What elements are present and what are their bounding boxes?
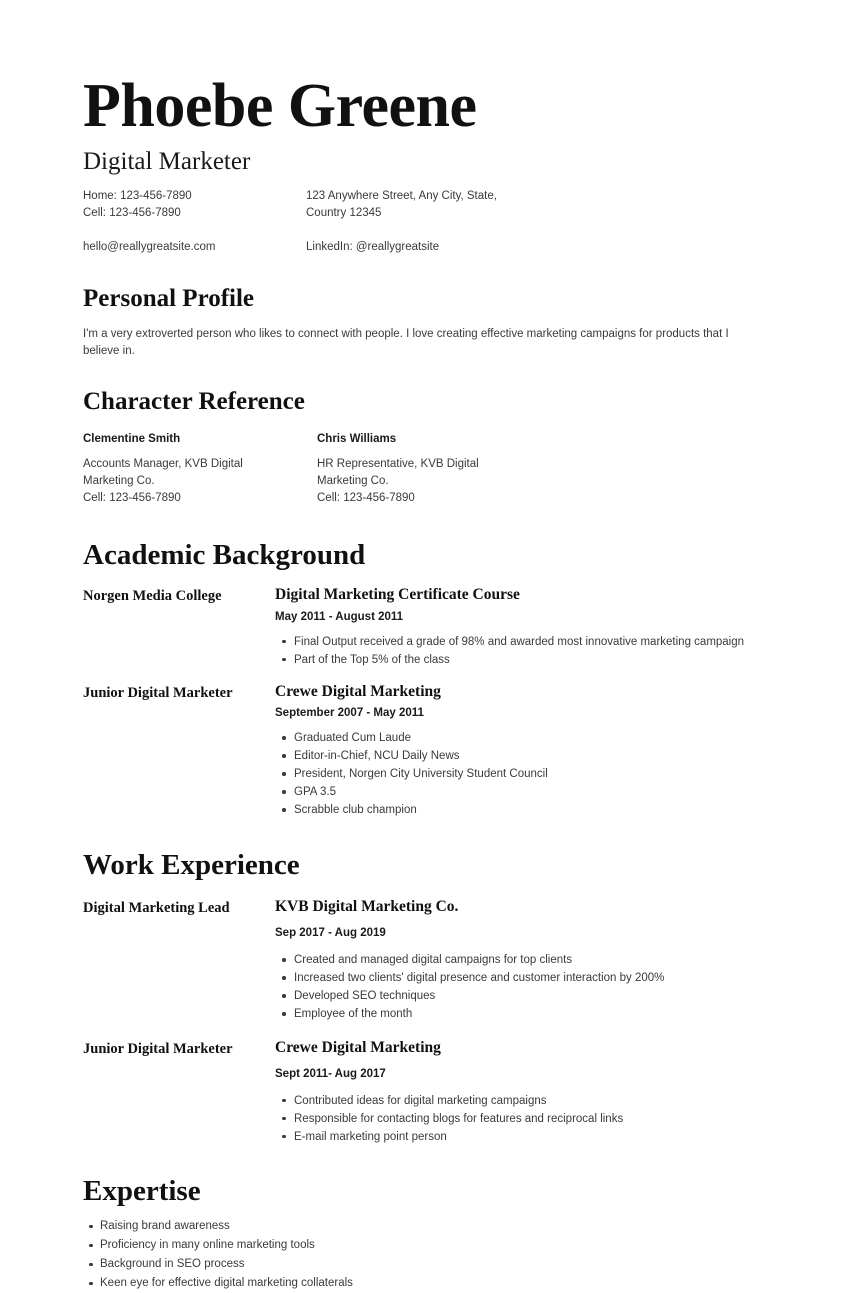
academic-date-range: September 2007 - May 2011 — [275, 707, 424, 720]
section-work-experience — [83, 849, 760, 1146]
contact-info — [83, 188, 760, 256]
reference-detail: Accounts Manager, KVB Digital — [83, 457, 243, 470]
expertise-list — [83, 1217, 760, 1293]
list-item: Scrabble club champion — [275, 801, 760, 819]
academic-entry-details — [275, 586, 760, 669]
section-heading-work-experience: Work Experience — [83, 849, 300, 882]
address-country: Country 12345 — [306, 207, 382, 220]
list-item: Raising brand awareness — [83, 1217, 760, 1236]
academic-course-title: Crewe Digital Marketing — [275, 682, 441, 700]
academic-date-range: May 2011 - August 2011 — [275, 610, 404, 623]
academic-bullet-list — [275, 729, 760, 819]
home-phone: Home: 123-456-7890 — [83, 190, 192, 203]
academic-institution: Norgen Media College — [83, 587, 222, 604]
spacer — [306, 222, 760, 239]
work-entry-details — [275, 898, 760, 1023]
work-bullet-list — [275, 951, 760, 1023]
list-item: Keen eye for effective digital marketing collaterals — [83, 1274, 760, 1293]
section-heading-personal-profile: Personal Profile — [83, 285, 255, 313]
work-job-title: Digital Marketing Lead — [83, 900, 230, 917]
work-date-range: Sept 2011- Aug 2017 — [275, 1067, 386, 1080]
work-date-range: Sep 2017 - Aug 2019 — [275, 927, 386, 940]
list-item: Final Output received a grade of 98% and awarded most innovative marketing campaign — [275, 633, 760, 651]
cell-phone: Cell: 123-456-7890 — [83, 207, 181, 220]
resume-header — [83, 0, 760, 256]
list-item: Graduated Cum Laude — [275, 729, 760, 747]
section-heading-expertise: Expertise — [83, 1174, 201, 1207]
work-company-name: Crewe Digital Marketing — [275, 1039, 441, 1057]
reference-name: Chris Williams — [317, 432, 397, 445]
list-item: Developed SEO techniques — [275, 987, 760, 1005]
spacer — [83, 222, 306, 239]
reference-name: Clementine Smith — [83, 432, 181, 445]
contact-column-phone — [83, 188, 306, 256]
job-title: Digital Marketer — [83, 148, 251, 176]
academic-entry — [83, 586, 760, 669]
list-item: President, Norgen City University Student Council — [275, 765, 760, 783]
section-heading-academic-background: Academic Background — [83, 538, 366, 571]
academic-course-title: Digital Marketing Certificate Course — [275, 585, 520, 603]
list-item: Employee of the month — [275, 1005, 760, 1023]
list-item: Proficiency in many online marketing tools — [83, 1236, 760, 1255]
section-personal-profile — [83, 285, 760, 361]
list-item: Background in SEO process — [83, 1255, 760, 1274]
academic-bullet-list — [275, 633, 760, 669]
section-heading-character-reference: Character Reference — [83, 387, 305, 415]
list-item: Responsible for contacting blogs for features and reciprocal links — [275, 1110, 760, 1128]
reference-phone: Cell: 123-456-7890 — [317, 491, 415, 504]
email-address[interactable]: hello@reallygreatsite.com — [83, 241, 216, 254]
list-item: Contributed ideas for digital marketing campaigns — [275, 1092, 760, 1110]
contact-column-address — [306, 188, 760, 256]
reference-grid — [83, 431, 760, 507]
street-address: 123 Anywhere Street, Any City, State, — [306, 190, 497, 203]
academic-entry — [83, 683, 760, 820]
work-bullet-list — [275, 1092, 760, 1146]
page-title: Phoebe Greene — [83, 72, 477, 140]
academic-institution: Junior Digital Marketer — [83, 684, 233, 701]
reference-item — [317, 431, 760, 507]
reference-detail: Marketing Co. — [83, 474, 155, 487]
academic-entry-details — [275, 683, 760, 820]
section-expertise — [83, 1175, 760, 1293]
reference-detail: HR Representative, KVB Digital — [317, 457, 479, 470]
work-job-title: Junior Digital Marketer — [83, 1041, 233, 1058]
work-entry — [83, 1039, 760, 1146]
reference-item — [83, 431, 317, 507]
personal-profile-text: I'm a very extroverted person who likes to connect with people. I love creating effective marketing campaigns for products that I believe in. — [83, 327, 729, 358]
work-entry-details — [275, 1039, 760, 1146]
linkedin-handle[interactable]: LinkedIn: @reallygreatsite — [306, 241, 440, 254]
list-item: Increased two clients' digital presence and customer interaction by 200% — [275, 969, 760, 987]
work-entry — [83, 898, 760, 1023]
reference-detail: Marketing Co. — [317, 474, 389, 487]
list-item: E-mail marketing point person — [275, 1128, 760, 1146]
list-item: Editor-in-Chief, NCU Daily News — [275, 747, 760, 765]
list-item: GPA 3.5 — [275, 783, 760, 801]
section-character-reference — [83, 388, 760, 507]
work-company-name: KVB Digital Marketing Co. — [275, 898, 459, 916]
reference-phone: Cell: 123-456-7890 — [83, 491, 181, 504]
section-academic-background — [83, 539, 760, 820]
list-item: Created and managed digital campaigns for top clients — [275, 951, 760, 969]
list-item: Part of the Top 5% of the class — [275, 651, 760, 669]
